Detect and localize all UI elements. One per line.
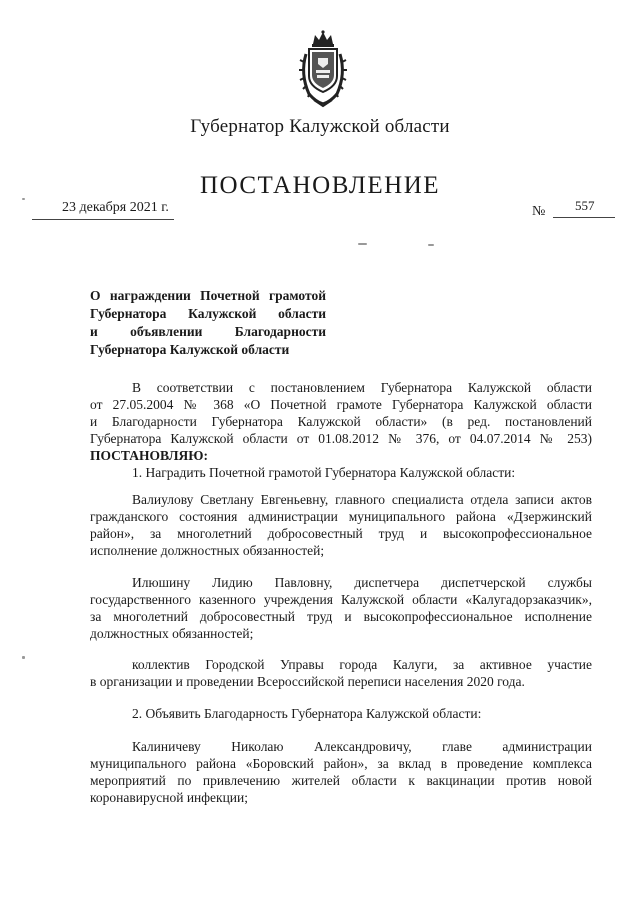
- document-date: 23 декабря 2021 г.: [62, 200, 169, 215]
- scan-artifact: [22, 198, 25, 200]
- preamble: [90, 379, 592, 481]
- paragraph-line: коллектив Городской Управы города Калуги, за активное участие: [132, 657, 592, 672]
- preamble-line: Губернатора Калужской области от 01.08.2012 № 376, от 04.07.2014 № 253): [90, 431, 592, 446]
- document-title: [90, 287, 326, 359]
- title-line: Губернатора Калужской области: [90, 342, 290, 357]
- awardee-paragraph: [90, 491, 592, 559]
- number-underline: [553, 217, 615, 218]
- paragraph-line: Илюшину Лидию Павловну, диспетчера диспетчерской службы: [132, 575, 592, 590]
- document-type: ПОСТАНОВЛЕНИЕ: [199, 172, 441, 199]
- paragraph-line: гражданского состояния администрации муниципального района «Дзержинский: [90, 509, 592, 524]
- issuing-authority: Губернатор Калужской области: [190, 116, 450, 137]
- paragraph-line: государственного казенного учреждения Калужской области «Калугадорзаказчик»,: [90, 592, 592, 607]
- paragraph-line: район», за многолетний добросовестный труд и высокопрофессиональное: [90, 526, 592, 541]
- title-line: и объявлении Благодарности: [90, 324, 326, 339]
- paragraph-line: мероприятий по привлечению жителей области к вакцинации против новой: [90, 773, 592, 788]
- date-underline: [32, 219, 174, 220]
- paragraph-line: в организации и проведении Всероссийской переписи населения 2020 года.: [90, 674, 525, 689]
- paragraph-line: муниципального района «Боровский район», за вклад в проведение комплекса: [90, 756, 592, 771]
- awardee-paragraph: [90, 656, 592, 690]
- title-line: Губернатора Калужской области: [90, 306, 326, 321]
- title-line: О награждении Почетной грамотой: [90, 288, 326, 303]
- document-number: 557: [575, 198, 595, 213]
- kaluga-coat-of-arms-icon: [296, 30, 350, 108]
- scan-artifact: [428, 244, 434, 246]
- paragraph-line: исполнение должностных обязанностей;: [90, 543, 325, 558]
- scan-artifact: [22, 656, 25, 659]
- paragraph-line: за многолетний добросовестный труд и высокопрофессиональное исполнение: [90, 609, 592, 624]
- item-2-heading-block: [90, 705, 592, 722]
- paragraph-line: Валиулову Светлану Евгеньевну, главного специалиста отдела записи актов: [132, 492, 592, 507]
- paragraph-line: коронавирусной инфекции;: [90, 790, 248, 805]
- preamble-line: от 27.05.2004 № 368 «О Почетной грамоте Губернатора Калужской области: [90, 397, 592, 412]
- number-label: №: [532, 204, 546, 219]
- preamble-line: В соответствии с постановлением Губернатора Калужской области: [132, 380, 592, 395]
- awardee-paragraph: [90, 574, 592, 642]
- scan-artifact: [358, 243, 367, 245]
- paragraph-line: должностных обязанностей;: [90, 626, 254, 641]
- paragraph-line: Калиничеву Николаю Александровичу, главе администрации: [132, 739, 592, 754]
- acknowledgement-paragraph: [90, 738, 592, 806]
- item-2-heading: 2. Объявить Благодарность Губернатора Калужской области:: [132, 706, 482, 721]
- item-1-heading: 1. Наградить Почетной грамотой Губернатора Калужской области:: [132, 465, 516, 480]
- preamble-line: и Благодарности Губернатора Калужской области» (в ред. постановлений: [90, 414, 592, 429]
- decree-word: ПОСТАНОВЛЯЮ:: [90, 448, 208, 463]
